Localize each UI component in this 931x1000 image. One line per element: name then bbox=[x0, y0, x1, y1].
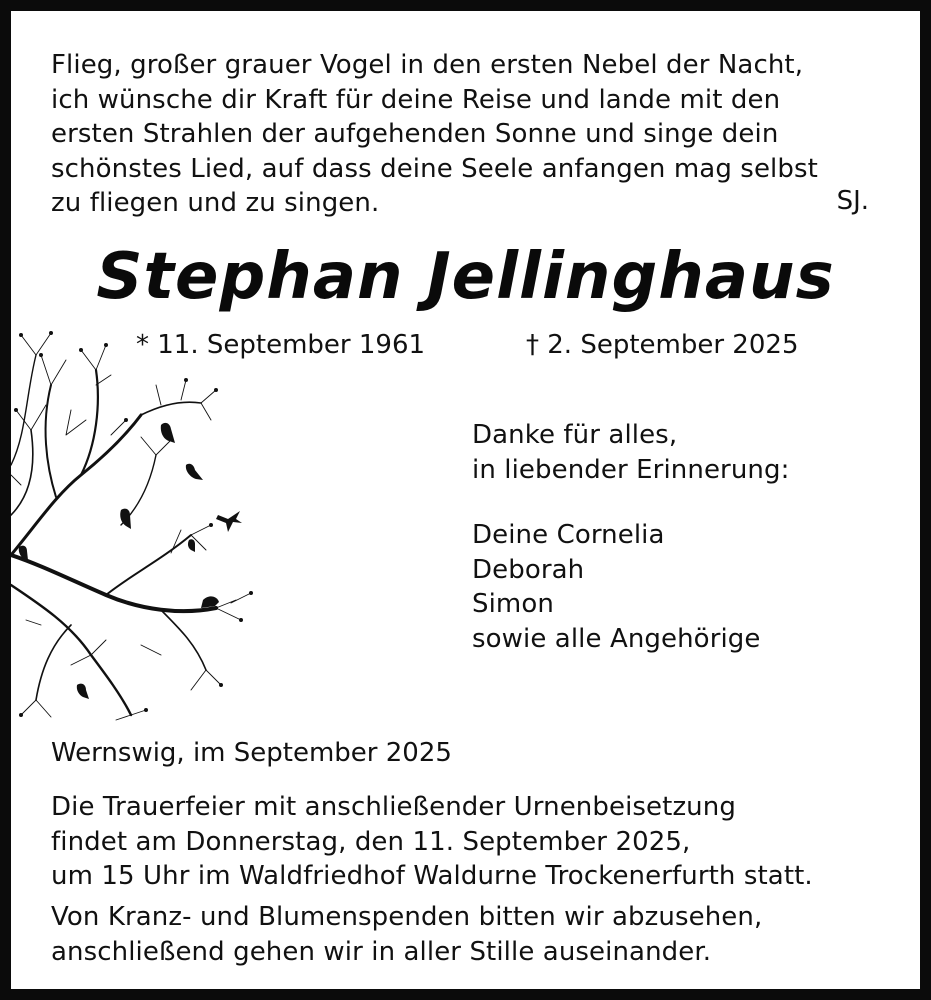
funeral-line: um 15 Uhr im Waldfriedhof Waldurne Trockenerfurth statt. bbox=[51, 861, 813, 891]
birth-date: * 11. September 1961 bbox=[136, 330, 426, 360]
poem-line: Flieg, großer grauer Vogel in den ersten Nebel der Nacht, bbox=[51, 50, 804, 80]
poem bbox=[51, 48, 818, 221]
family-member: Deborah bbox=[472, 554, 585, 585]
poem-signature: SJ. bbox=[836, 186, 869, 216]
place-date: Wernswig, im September 2025 bbox=[51, 738, 452, 768]
family-member: Deine Cornelia bbox=[472, 520, 665, 550]
funeral-info bbox=[51, 790, 813, 894]
funeral-line: Die Trauerfeier mit anschließender Urnenbeisetzung bbox=[51, 792, 736, 822]
flowers-line: Von Kranz- und Blumenspenden bitten wir abzusehen, bbox=[51, 902, 763, 932]
thanks-line: in liebender Erinnerung: bbox=[472, 454, 790, 485]
poem-line: schönstes Lied, auf dass deine Seele anfangen mag selbst bbox=[51, 153, 818, 184]
poem-line: ersten Strahlen der aufgehenden Sonne und singe dein bbox=[51, 119, 779, 149]
flowers-note bbox=[51, 900, 762, 969]
poem-line: ich wünsche dir Kraft für deine Reise und lande mit den bbox=[51, 84, 781, 115]
family-member: sowie alle Angehörige bbox=[472, 623, 761, 654]
funeral-line: findet am Donnerstag, den 11. September 2025, bbox=[51, 826, 691, 857]
thanks-line: Danke für alles, bbox=[472, 420, 678, 450]
thanks-block bbox=[472, 418, 789, 487]
family-block bbox=[472, 518, 761, 656]
tree-with-birds-icon bbox=[11, 325, 271, 725]
death-date: † 2. September 2025 bbox=[526, 330, 799, 360]
flowers-line: anschließend gehen wir in aller Stille auseinander. bbox=[51, 936, 712, 967]
poem-line: zu fliegen und zu singen. bbox=[51, 188, 380, 218]
family-member: Simon bbox=[472, 589, 554, 619]
deceased-name: Stephan Jellinghaus bbox=[96, 240, 835, 314]
